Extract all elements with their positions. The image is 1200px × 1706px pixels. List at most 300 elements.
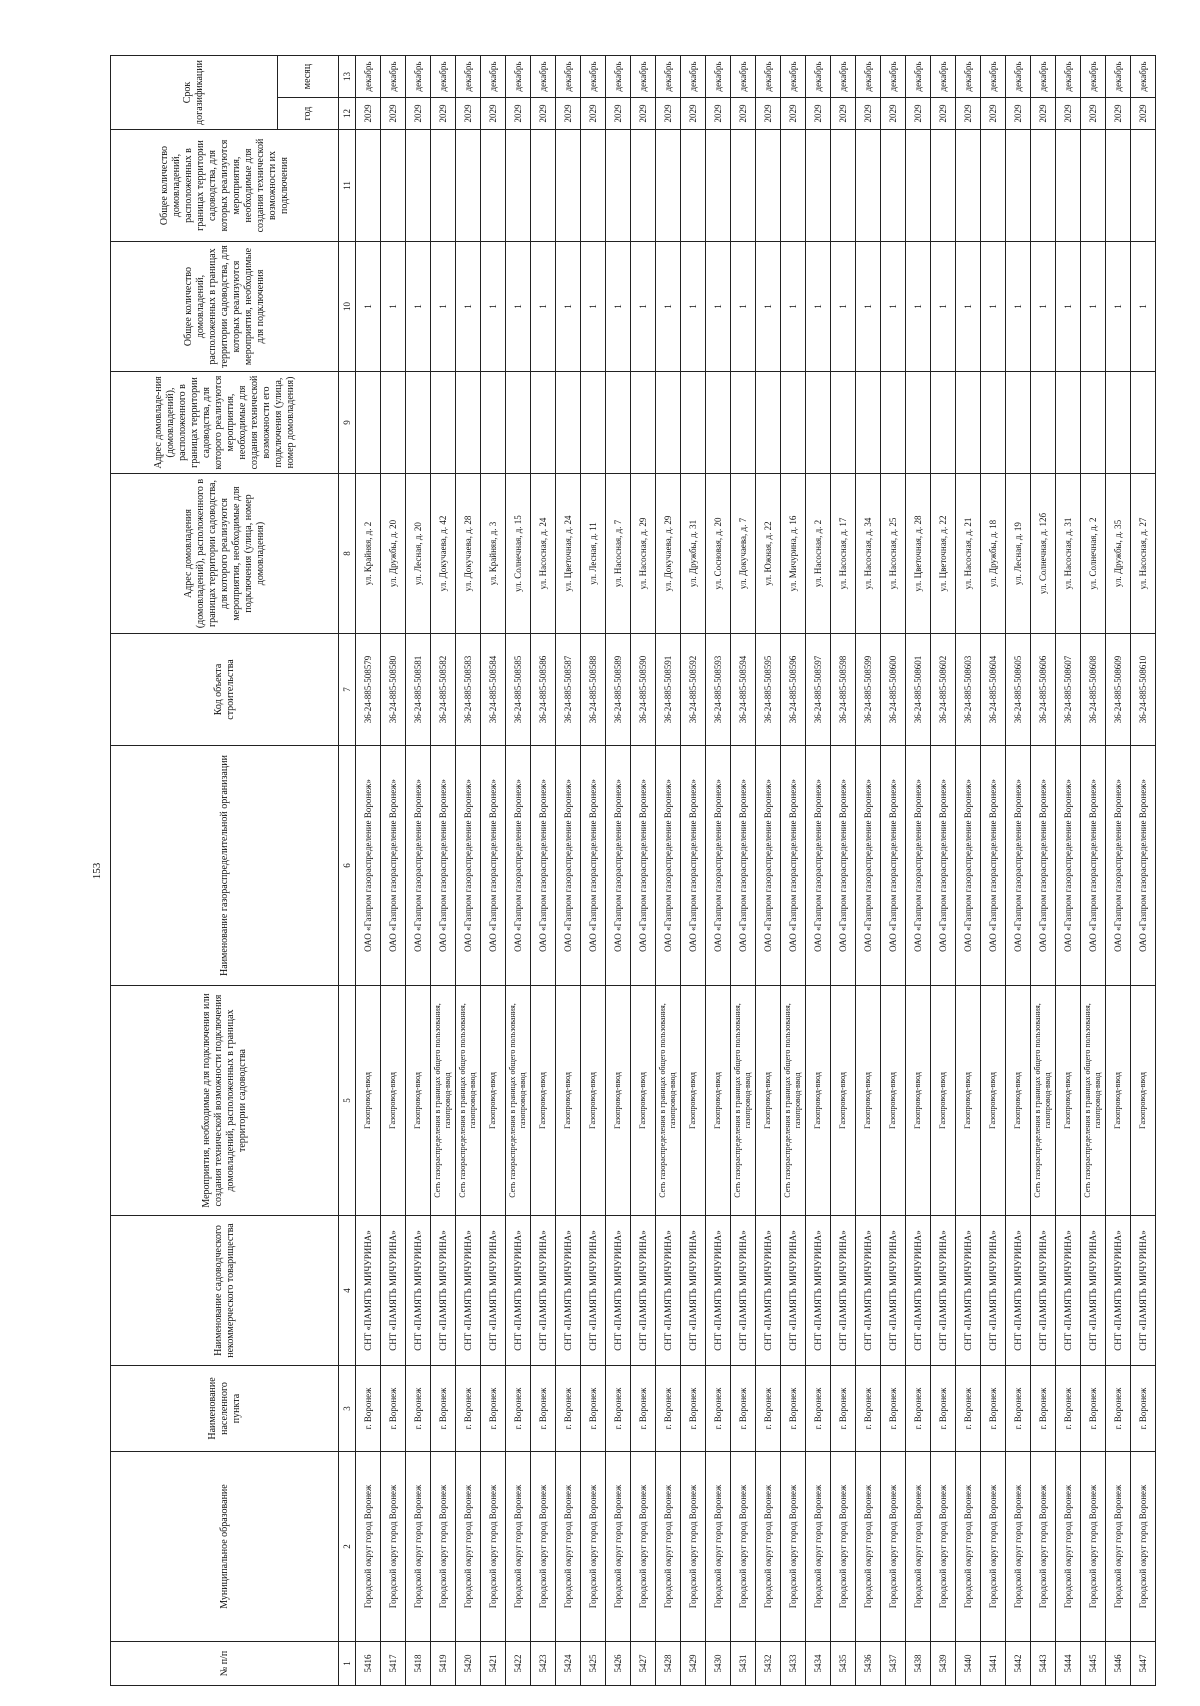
count-capacity-cell [781,130,806,242]
row-index: 5422 [506,1642,531,1686]
count-capacity-cell [431,130,456,242]
object-code-cell: 36-24-885-508598 [831,634,856,746]
gas-organization-cell: ОАО «Газпром газораспределение Воронеж» [1006,746,1031,986]
count-capacity-cell [906,130,931,242]
address-capacity-cell [606,372,631,474]
settlement-cell: г. Воронеж [881,1366,906,1452]
header-month: месяц [278,56,339,98]
address-cell: ул. Насосная, д. 17 [831,474,856,634]
address-cell: ул. Дружбы, д. 31 [681,474,706,634]
column-number: 10 [339,242,356,372]
table-row [456,56,481,1686]
municipality-cell: Городской округ город Воронеж [731,1452,756,1642]
object-code-cell: 36-24-885-508592 [681,634,706,746]
municipality-cell: Городской округ город Воронеж [431,1452,456,1642]
gas-organization-cell: ОАО «Газпром газораспределение Воронеж» [806,746,831,986]
settlement-cell: г. Воронеж [756,1366,781,1452]
object-code-cell: 36-24-885-508606 [1031,634,1056,746]
address-cell: ул. Насосная, д. 34 [856,474,881,634]
address-cell: ул. Дружбы, д. 18 [981,474,1006,634]
address-cell: ул. Насосная, д. 2 [806,474,831,634]
object-code-cell: 36-24-885-508588 [581,634,606,746]
year-cell: 2029 [1131,98,1156,130]
object-code-cell: 36-24-885-508586 [531,634,556,746]
settlement-cell: г. Воронеж [1031,1366,1056,1452]
address-cell: ул. Лесная, д. 20 [406,474,431,634]
year-cell: 2029 [1031,98,1056,130]
year-cell: 2029 [581,98,606,130]
object-code-cell: 36-24-885-508600 [881,634,906,746]
gas-organization-cell: ОАО «Газпром газораспределение Воронеж» [531,746,556,986]
row-index: 5434 [806,1642,831,1686]
address-capacity-cell [956,372,981,474]
gas-organization-cell: ОАО «Газпром газораспределение Воронеж» [981,746,1006,986]
gas-organization-cell: ОАО «Газпром газораспределение Воронеж» [931,746,956,986]
month-cell: декабрь [506,56,531,98]
table-row [1031,56,1056,1686]
count-connection-cell: 1 [406,242,431,372]
address-cell: ул. Солнечная, д. 15 [506,474,531,634]
gas-organization-cell: ОАО «Газпром газораспределение Воронеж» [556,746,581,986]
municipality-cell: Городской округ город Воронеж [981,1452,1006,1642]
gas-organization-cell: ОАО «Газпром газораспределение Воронеж» [1081,746,1106,986]
count-capacity-cell [656,130,681,242]
address-capacity-cell [506,372,531,474]
snt-name-cell: СНТ «ПАМЯТЬ МИЧУРИНА» [856,1216,881,1366]
settlement-cell: г. Воронеж [681,1366,706,1452]
snt-name-cell: СНТ «ПАМЯТЬ МИЧУРИНА» [756,1216,781,1366]
month-cell: декабрь [931,56,956,98]
snt-name-cell: СНТ «ПАМЯТЬ МИЧУРИНА» [456,1216,481,1366]
gas-organization-cell: ОАО «Газпром газораспределение Воронеж» [1031,746,1056,986]
address-capacity-cell [881,372,906,474]
row-index: 5421 [481,1642,506,1686]
column-number: 5 [339,986,356,1216]
address-capacity-cell [1131,372,1156,474]
month-cell: декабрь [681,56,706,98]
count-connection-cell: 1 [431,242,456,372]
year-cell: 2029 [381,98,406,130]
object-code-cell: 36-24-885-508593 [706,634,731,746]
column-number: 7 [339,634,356,746]
month-cell: декабрь [531,56,556,98]
year-cell: 2029 [756,98,781,130]
object-code-cell: 36-24-885-508610 [1131,634,1156,746]
table-row [781,56,806,1686]
count-connection-cell: 1 [831,242,856,372]
snt-name-cell: СНТ «ПАМЯТЬ МИЧУРИНА» [831,1216,856,1366]
snt-name-cell: СНТ «ПАМЯТЬ МИЧУРИНА» [356,1216,381,1366]
table-row [956,56,981,1686]
measure-cell: Газопровод-ввод [1106,986,1131,1216]
measure-cell: Газопровод-ввод [606,986,631,1216]
year-cell: 2029 [856,98,881,130]
address-capacity-cell [806,372,831,474]
header-object-code: Код объекта строительства [111,634,339,746]
count-connection-cell: 1 [806,242,831,372]
address-capacity-cell [1031,372,1056,474]
snt-name-cell: СНТ «ПАМЯТЬ МИЧУРИНА» [381,1216,406,1366]
settlement-cell: г. Воронеж [481,1366,506,1452]
count-connection-cell: 1 [1056,242,1081,372]
settlement-cell: г. Воронеж [981,1366,1006,1452]
table-row [631,56,656,1686]
month-cell: декабрь [481,56,506,98]
column-number: 1 [339,1642,356,1686]
year-cell: 2029 [806,98,831,130]
object-code-cell: 36-24-885-508596 [781,634,806,746]
rotated-table-sheet [86,56,1148,1686]
month-cell: декабрь [731,56,756,98]
settlement-cell: г. Воронеж [456,1366,481,1452]
address-cell: ул. Южная, д. 22 [756,474,781,634]
snt-name-cell: СНТ «ПАМЯТЬ МИЧУРИНА» [406,1216,431,1366]
settlement-cell: г. Воронеж [631,1366,656,1452]
table-row [1056,56,1081,1686]
count-connection-cell: 1 [1106,242,1131,372]
gas-organization-cell: ОАО «Газпром газораспределение Воронеж» [781,746,806,986]
row-index: 5430 [706,1642,731,1686]
address-cell: ул. Крайняя, д. 3 [481,474,506,634]
month-cell: декабрь [806,56,831,98]
count-connection-cell: 1 [981,242,1006,372]
settlement-cell: г. Воронеж [906,1366,931,1452]
address-cell: ул. Крайняя, д. 2 [356,474,381,634]
settlement-cell: г. Воронеж [1081,1366,1106,1452]
measure-cell: Газопровод-ввод [481,986,506,1216]
table-row [656,56,681,1686]
settlement-cell: г. Воронеж [556,1366,581,1452]
month-cell: декабрь [831,56,856,98]
object-code-cell: 36-24-885-508583 [456,634,481,746]
page-number: 153 [91,862,103,880]
gas-organization-cell: ОАО «Газпром газораспределение Воронеж» [1106,746,1131,986]
municipality-cell: Городской округ город Воронеж [1106,1452,1131,1642]
month-cell: декабрь [456,56,481,98]
month-cell: декабрь [881,56,906,98]
measure-cell: Газопровод-ввод [681,986,706,1216]
measure-cell: Газопровод-ввод [881,986,906,1216]
object-code-cell: 36-24-885-508594 [731,634,756,746]
municipality-cell: Городской округ город Воронеж [1031,1452,1056,1642]
object-code-cell: 36-24-885-508580 [381,634,406,746]
table-row [556,56,581,1686]
count-capacity-cell [681,130,706,242]
header-settlement: Наименование населенного пункта [111,1366,339,1452]
address-capacity-cell [381,372,406,474]
measure-cell: Газопровод-ввод [906,986,931,1216]
row-index: 5427 [631,1642,656,1686]
municipality-cell: Городской округ город Воронеж [506,1452,531,1642]
address-cell: ул. Солнечная, д. 2 [1081,474,1106,634]
row-index: 5428 [656,1642,681,1686]
year-cell: 2029 [1106,98,1131,130]
settlement-cell: г. Воронеж [956,1366,981,1452]
year-cell: 2029 [431,98,456,130]
table-row [381,56,406,1686]
row-index: 5429 [681,1642,706,1686]
object-code-cell: 36-24-885-508587 [556,634,581,746]
municipality-cell: Городской округ город Воронеж [856,1452,881,1642]
address-cell: ул. Докучаева, д. 7 [731,474,756,634]
address-cell: ул. Докучаева, д. 42 [431,474,456,634]
count-capacity-cell [706,130,731,242]
address-capacity-cell [431,372,456,474]
snt-name-cell: СНТ «ПАМЯТЬ МИЧУРИНА» [906,1216,931,1366]
count-capacity-cell [931,130,956,242]
count-connection-cell: 1 [756,242,781,372]
measure-cell: Газопровод-ввод [356,986,381,1216]
table-row [981,56,1006,1686]
month-cell: декабрь [356,56,381,98]
year-cell: 2029 [981,98,1006,130]
measure-cell: Газопровод-ввод [831,986,856,1216]
gas-organization-cell: ОАО «Газпром газораспределение Воронеж» [756,746,781,986]
count-capacity-cell [631,130,656,242]
count-connection-cell: 1 [656,242,681,372]
address-capacity-cell [931,372,956,474]
object-code-cell: 36-24-885-508609 [1106,634,1131,746]
month-cell: декабрь [856,56,881,98]
measure-cell: Газопровод-ввод [581,986,606,1216]
object-code-cell: 36-24-885-508585 [506,634,531,746]
object-code-cell: 36-24-885-508608 [1081,634,1106,746]
settlement-cell: г. Воронеж [1056,1366,1081,1452]
year-cell: 2029 [881,98,906,130]
table-row [406,56,431,1686]
object-code-cell: 36-24-885-508603 [956,634,981,746]
object-code-cell: 36-24-885-508604 [981,634,1006,746]
gas-organization-cell: ОАО «Газпром газораспределение Воронеж» [881,746,906,986]
year-cell: 2029 [606,98,631,130]
municipality-cell: Городской округ город Воронеж [631,1452,656,1642]
object-code-cell: 36-24-885-508589 [606,634,631,746]
municipality-cell: Городской округ город Воронеж [806,1452,831,1642]
count-connection-cell: 1 [731,242,756,372]
month-cell: декабрь [981,56,1006,98]
year-cell: 2029 [1081,98,1106,130]
municipality-cell: Городской округ город Воронеж [906,1452,931,1642]
object-code-cell: 36-24-885-508605 [1006,634,1031,746]
count-connection-cell: 1 [1031,242,1056,372]
gas-organization-cell: ОАО «Газпром газораспределение Воронеж» [656,746,681,986]
address-cell: ул. Насосная, д. 7 [606,474,631,634]
measure-cell: Газопровод-ввод [1006,986,1031,1216]
row-index: 5426 [606,1642,631,1686]
table-row [856,56,881,1686]
count-connection-cell: 1 [606,242,631,372]
year-cell: 2029 [1006,98,1031,130]
address-capacity-cell [481,372,506,474]
count-capacity-cell [1131,130,1156,242]
header-gas-organization: Наименование газораспределительной организации [111,746,339,986]
snt-name-cell: СНТ «ПАМЯТЬ МИЧУРИНА» [706,1216,731,1366]
count-connection-cell: 1 [481,242,506,372]
address-capacity-cell [731,372,756,474]
address-capacity-cell [1081,372,1106,474]
table-row [581,56,606,1686]
header-index: № п/п [111,1642,339,1686]
measure-cell: Газопровод-ввод [706,986,731,1216]
address-cell: ул. Насосная, д. 31 [1056,474,1081,634]
count-connection-cell: 1 [581,242,606,372]
municipality-cell: Городской округ город Воронеж [531,1452,556,1642]
count-capacity-cell [881,130,906,242]
snt-name-cell: СНТ «ПАМЯТЬ МИЧУРИНА» [1131,1216,1156,1366]
object-code-cell: 36-24-885-508601 [906,634,931,746]
address-capacity-cell [906,372,931,474]
count-connection-cell: 1 [356,242,381,372]
object-code-cell: 36-24-885-508579 [356,634,381,746]
measure-cell: Сеть газораспределения в границах общего пользования, газопровод-ввод [656,986,681,1216]
count-connection-cell: 1 [1131,242,1156,372]
gasification-register-table [110,55,1156,1686]
count-connection-cell: 1 [381,242,406,372]
count-capacity-cell [731,130,756,242]
count-capacity-cell [956,130,981,242]
snt-name-cell: СНТ «ПАМЯТЬ МИЧУРИНА» [431,1216,456,1366]
month-cell: декабрь [1056,56,1081,98]
settlement-cell: г. Воронеж [381,1366,406,1452]
settlement-cell: г. Воронеж [431,1366,456,1452]
municipality-cell: Городской округ город Воронеж [606,1452,631,1642]
count-connection-cell: 1 [681,242,706,372]
row-index: 5436 [856,1642,881,1686]
row-index: 5445 [1081,1642,1106,1686]
table-row [431,56,456,1686]
snt-name-cell: СНТ «ПАМЯТЬ МИЧУРИНА» [506,1216,531,1366]
row-index: 5418 [406,1642,431,1686]
address-capacity-cell [831,372,856,474]
measure-cell: Газопровод-ввод [406,986,431,1216]
year-cell: 2029 [506,98,531,130]
municipality-cell: Городской округ город Воронеж [356,1452,381,1642]
gas-organization-cell: ОАО «Газпром газораспределение Воронеж» [431,746,456,986]
table-row [531,56,556,1686]
municipality-cell: Городской округ город Воронеж [681,1452,706,1642]
snt-name-cell: СНТ «ПАМЯТЬ МИЧУРИНА» [556,1216,581,1366]
municipality-cell: Городской округ город Воронеж [406,1452,431,1642]
month-cell: декабрь [906,56,931,98]
row-index: 5425 [581,1642,606,1686]
count-connection-cell: 1 [506,242,531,372]
address-cell: ул. Дружбы, д. 20 [381,474,406,634]
month-cell: декабрь [631,56,656,98]
snt-name-cell: СНТ «ПАМЯТЬ МИЧУРИНА» [1056,1216,1081,1366]
gas-organization-cell: ОАО «Газпром газораспределение Воронеж» [681,746,706,986]
count-capacity-cell [381,130,406,242]
measure-cell: Сеть газораспределения в границах общего пользования, газопровод-ввод [506,986,531,1216]
count-connection-cell: 1 [956,242,981,372]
year-cell: 2029 [731,98,756,130]
year-cell: 2029 [656,98,681,130]
row-index: 5416 [356,1642,381,1686]
count-capacity-cell [1081,130,1106,242]
gas-organization-cell: ОАО «Газпром газораспределение Воронеж» [731,746,756,986]
count-capacity-cell [556,130,581,242]
month-cell: декабрь [706,56,731,98]
measure-cell: Сеть газораспределения в границах общего пользования, газопровод-ввод [431,986,456,1216]
address-capacity-cell [581,372,606,474]
settlement-cell: г. Воронеж [706,1366,731,1452]
row-index: 5439 [931,1642,956,1686]
count-capacity-cell [581,130,606,242]
snt-name-cell: СНТ «ПАМЯТЬ МИЧУРИНА» [931,1216,956,1366]
year-cell: 2029 [931,98,956,130]
gas-organization-cell: ОАО «Газпром газораспределение Воронеж» [481,746,506,986]
measure-cell: Газопровод-ввод [1131,986,1156,1216]
measure-cell: Газопровод-ввод [931,986,956,1216]
gas-organization-cell: ОАО «Газпром газораспределение Воронеж» [506,746,531,986]
table-row [906,56,931,1686]
year-cell: 2029 [831,98,856,130]
row-index: 5446 [1106,1642,1131,1686]
measure-cell: Газопровод-ввод [756,986,781,1216]
table-row [1081,56,1106,1686]
address-capacity-cell [856,372,881,474]
count-capacity-cell [1006,130,1031,242]
gas-organization-cell: ОАО «Газпром газораспределение Воронеж» [456,746,481,986]
year-cell: 2029 [706,98,731,130]
municipality-cell: Городской округ город Воронеж [831,1452,856,1642]
object-code-cell: 36-24-885-508582 [431,634,456,746]
row-index: 5437 [881,1642,906,1686]
municipality-cell: Городской округ город Воронеж [956,1452,981,1642]
object-code-cell: 36-24-885-508599 [856,634,881,746]
table-row [756,56,781,1686]
count-connection-cell: 1 [1081,242,1106,372]
object-code-cell: 36-24-885-508590 [631,634,656,746]
address-capacity-cell [1056,372,1081,474]
municipality-cell: Городской округ город Воронеж [381,1452,406,1642]
municipality-cell: Городской округ город Воронеж [1006,1452,1031,1642]
table-row [481,56,506,1686]
count-connection-cell: 1 [781,242,806,372]
table-row [356,56,381,1686]
address-capacity-cell [531,372,556,474]
table-header [111,56,356,1686]
measure-cell: Сеть газораспределения в границах общего пользования, газопровод-ввод [456,986,481,1216]
address-cell: ул. Солнечная, д. 12б [1031,474,1056,634]
municipality-cell: Городской округ город Воронеж [481,1452,506,1642]
row-index: 5447 [1131,1642,1156,1686]
count-connection-cell: 1 [931,242,956,372]
address-cell: ул. Сосновая, д. 20 [706,474,731,634]
snt-name-cell: СНТ «ПАМЯТЬ МИЧУРИНА» [981,1216,1006,1366]
address-capacity-cell [1106,372,1131,474]
count-capacity-cell [1056,130,1081,242]
snt-name-cell: СНТ «ПАМЯТЬ МИЧУРИНА» [781,1216,806,1366]
count-capacity-cell [806,130,831,242]
address-capacity-cell [456,372,481,474]
settlement-cell: г. Воронеж [781,1366,806,1452]
settlement-cell: г. Воронеж [356,1366,381,1452]
object-code-cell: 36-24-885-508607 [1056,634,1081,746]
count-connection-cell: 1 [531,242,556,372]
municipality-cell: Городской округ город Воронеж [931,1452,956,1642]
month-cell: декабрь [431,56,456,98]
address-cell: ул. Цветочная, д. 24 [556,474,581,634]
count-connection-cell: 1 [1006,242,1031,372]
header-snt-name: Наименование садоводческого некоммерческого товарищества [111,1216,339,1366]
snt-name-cell: СНТ «ПАМЯТЬ МИЧУРИНА» [681,1216,706,1366]
address-cell: ул. Дружбы, д. 35 [1106,474,1131,634]
municipality-cell: Городской округ город Воронеж [756,1452,781,1642]
measure-cell: Сеть газораспределения в границах общего пользования, газопровод-ввод [781,986,806,1216]
address-capacity-cell [356,372,381,474]
address-cell: ул. Мичурина, д. 16 [781,474,806,634]
row-index: 5435 [831,1642,856,1686]
